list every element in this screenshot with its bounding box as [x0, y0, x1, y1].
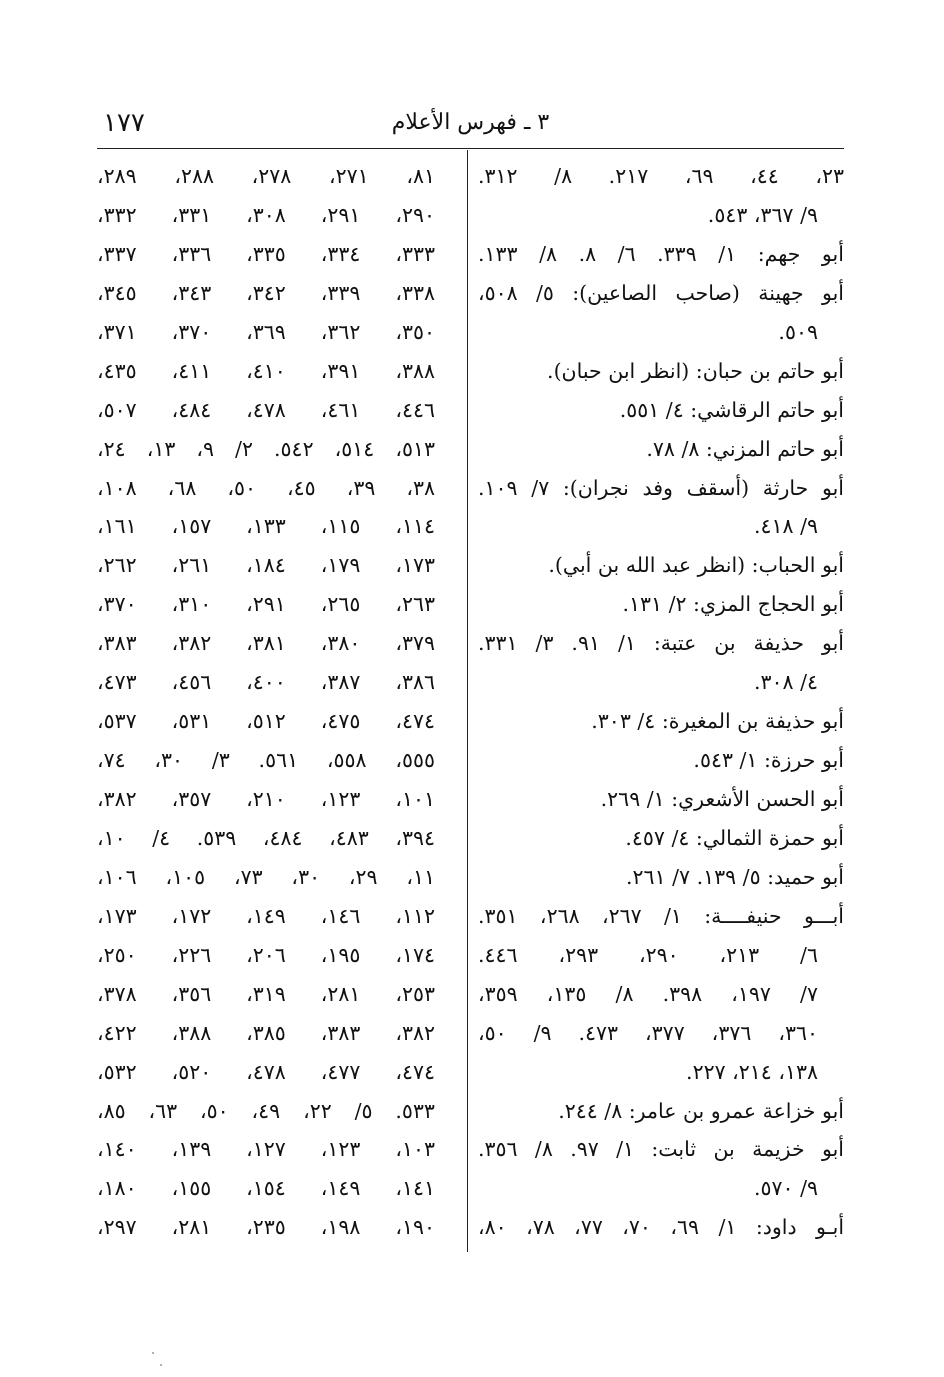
index-entry-line: ٤/ ٣٠٨. — [753, 670, 818, 695]
index-continuation-line: ٢٦٣، ٢٦٥، ٢٩١، ٣١٠، ٣٧٠، — [97, 592, 435, 617]
index-continuation-line: ٤٤٦، ٤٦١، ٤٧٨، ٤٨٤، ٥٠٧، — [97, 397, 435, 422]
index-continuation-line: ١٩٠، ١٩٨، ٢٣٥، ٢٨١، ٢٩٧، — [97, 1215, 435, 1240]
scan-speck — [152, 1352, 154, 1354]
index-continuation-line: ٣٣٨، ٣٣٩، ٣٤٢، ٣٤٣، ٣٤٥، — [97, 280, 435, 305]
index-continuation-line: ٣٩٤، ٤٨٣، ٤٨٤، ٥٣٩. ٤/ ١٠، — [97, 825, 435, 850]
index-entry-line: أبـــو حنيفــــة: ١/ ٢٦٧، ٢٦٨، ٣٥١. — [478, 903, 844, 928]
page-header — [97, 104, 844, 149]
index-entry-line: ٩/ ٣٦٧، ٥٤٣. — [707, 202, 818, 227]
index-continuation-line: ١١، ٢٩، ٣٠، ٧٣، ١٠٥، ١٠٦، — [97, 864, 435, 889]
index-continuation-line: ٥٥٥، ٥٥٨، ٥٦١. ٣/ ٣٠، ٧٤، — [97, 748, 435, 773]
index-entry-line: أبو حارثة (أسقف وفد نجران): ٧/ ١٠٩. — [478, 475, 844, 500]
index-entry-line: أبو خزيمة بن ثابت: ١/ ٩٧. ٨/ ٣٥٦. — [478, 1137, 844, 1162]
index-entry-line: أبو الحجاج المزي: ٢/ ١٣١. — [622, 592, 844, 617]
index-continuation-line: ٣٨٦، ٣٨٧، ٤٠٠، ٤٥٦، ٤٧٣، — [97, 670, 435, 695]
index-continuation-line: ١٠٣، ١٢٣، ١٢٧، ١٣٩، ١٤٠، — [97, 1137, 435, 1162]
index-entry-line: ٢٣، ٤٤، ٦٩، ٢١٧. ٨/ ٣١٢. — [478, 164, 844, 188]
index-continuation-line: ٥١٣، ٥١٤، ٥٤٢. ٢/ ٩، ١٣، ٢٤، — [97, 436, 435, 461]
scan-speck — [160, 1364, 162, 1366]
index-continuation-line: ٨١، ٢٧١، ٢٧٨، ٢٨٨، ٢٨٩، — [97, 164, 435, 188]
index-continuation-line: ٢٥٣، ٢٨١، ٣١٩، ٣٥٦، ٣٧٨، — [97, 981, 435, 1006]
index-entry-line: ٩/ ٥٧٠. — [753, 1176, 818, 1201]
index-entry-line: ١٣٨، ٢١٤، ٢٢٧. — [686, 1059, 818, 1084]
index-continuation-line: ٤٧٤، ٤٧٥، ٥١٢، ٥٣١، ٥٣٧، — [97, 709, 435, 734]
index-entry-line: أبو حاتم بن حبان: (انظر ابن حبان). — [547, 358, 844, 383]
index-entry-line: أبو حميد: ٥/ ١٣٩. ٧/ ٢٦١. — [626, 864, 844, 889]
index-entry-line: أبو حاتم الرقاشي: ٤/ ٥٥١. — [619, 397, 844, 422]
index-column-left — [97, 157, 435, 1247]
index-continuation-line: ٣٥٠، ٣٦٢، ٣٦٩، ٣٧٠، ٣٧١، — [97, 319, 435, 344]
index-entry-line: أبو حذيفة بن عتبة: ١/ ٩١. ٣/ ٣٣١. — [478, 631, 844, 656]
index-continuation-line: ٣٧٩، ٣٨٠، ٣٨١، ٣٨٢، ٣٨٣، — [97, 631, 435, 656]
index-continuation-line: ٢٩٠، ٢٩١، ٣٠٨، ٣٣١، ٣٣٢، — [97, 202, 435, 227]
index-continuation-line: ٣٨٨، ٣٩١، ٤١٠، ٤١١، ٤٣٥، — [97, 358, 435, 383]
index-continuation-line: ٣٨٢، ٣٨٣، ٣٨٥، ٣٨٨، ٤٢٢، — [97, 1020, 435, 1045]
index-entry-line: أبو خزاعة عمرو بن عامر: ٨/ ٢٤٤. — [558, 1098, 844, 1123]
index-entry-line: أبـو داود: ١/ ٦٩، ٧٠، ٧٧، ٧٨، ٨٠، — [478, 1215, 844, 1240]
index-continuation-line: ٥٣٣. ٥/ ٢٢، ٤٩، ٥٠، ٦٣، ٨٥، — [97, 1098, 435, 1123]
index-continuation-line: ٣٨، ٣٩، ٤٥، ٥٠، ٦٨، ١٠٨، — [97, 475, 435, 500]
index-column-right — [478, 157, 844, 1247]
index-entry-line: أبو حذيفة بن المغيرة: ٤/ ٣٠٣. — [591, 709, 844, 734]
index-entry-line: أبو جهم: ١/ ٣٣٩. ٦/ ٨. ٨/ ١٣٣. — [478, 241, 844, 266]
index-entry-line: ٦/ ٢١٣، ٢٩٠، ٢٩٣، ٤٤٦. — [478, 942, 818, 967]
index-entry-line: ٥٠٩. — [778, 319, 818, 344]
index-entry-line: ٧/ ١٩٧، ٣٩٨. ٨/ ١٣٥، ٣٥٩، — [478, 981, 818, 1006]
index-continuation-line: ١٧٤، ١٩٥، ٢٠٦، ٢٢٦، ٢٥٠، — [97, 942, 435, 967]
index-continuation-line: ١٠١، ١٢٣، ٢١٠، ٣٥٧، ٣٨٢، — [97, 787, 435, 811]
running-title: ٣ ـ فهرس الأعلام — [391, 110, 550, 135]
index-entry-line: أبو حمزة الثمالي: ٤/ ٤٥٧. — [625, 825, 844, 850]
index-continuation-line: ١٤١، ١٤٩، ١٥٤، ١٥٥، ١٨٠، — [97, 1176, 435, 1201]
index-entry-line: أبو الحسن الأشعري: ١/ ٢٦٩. — [600, 787, 844, 811]
index-entry-line: أبو جهينة (صاحب الصاعين): ٥/ ٥٠٨، — [478, 280, 844, 305]
index-continuation-line: ٣٣٣، ٣٣٤، ٣٣٥، ٣٣٦، ٣٣٧، — [97, 241, 435, 266]
index-continuation-line: ١١٢، ١٤٦، ١٤٩، ١٧٢، ١٧٣، — [97, 903, 435, 928]
index-entry-line: ٣٦٠، ٣٧٦، ٣٧٧، ٤٧٣. ٩/ ٥٠، — [478, 1020, 818, 1045]
index-entry-line: أبو حرزة: ١/ ٥٤٣. — [693, 748, 844, 773]
page-number: ١٧٧ — [103, 108, 145, 138]
index-continuation-line: ١٧٣، ١٧٩، ١٨٤، ٢٦١، ٢٦٢، — [97, 553, 435, 578]
index-continuation-line: ٤٧٤، ٤٧٧، ٤٧٨، ٥٢٠، ٥٣٢، — [97, 1059, 435, 1084]
index-continuation-line: ١١٤، ١١٥، ١٣٣، ١٥٧، ١٦١، — [97, 514, 435, 539]
index-entry-line: أبو حاتم المزني: ٨/ ٧٨. — [646, 436, 844, 461]
index-entry-line: أبو الحباب: (انظر عبد الله بن أبي). — [548, 553, 844, 578]
column-divider — [467, 150, 468, 1252]
index-entry-line: ٩/ ٤١٨. — [753, 514, 818, 539]
